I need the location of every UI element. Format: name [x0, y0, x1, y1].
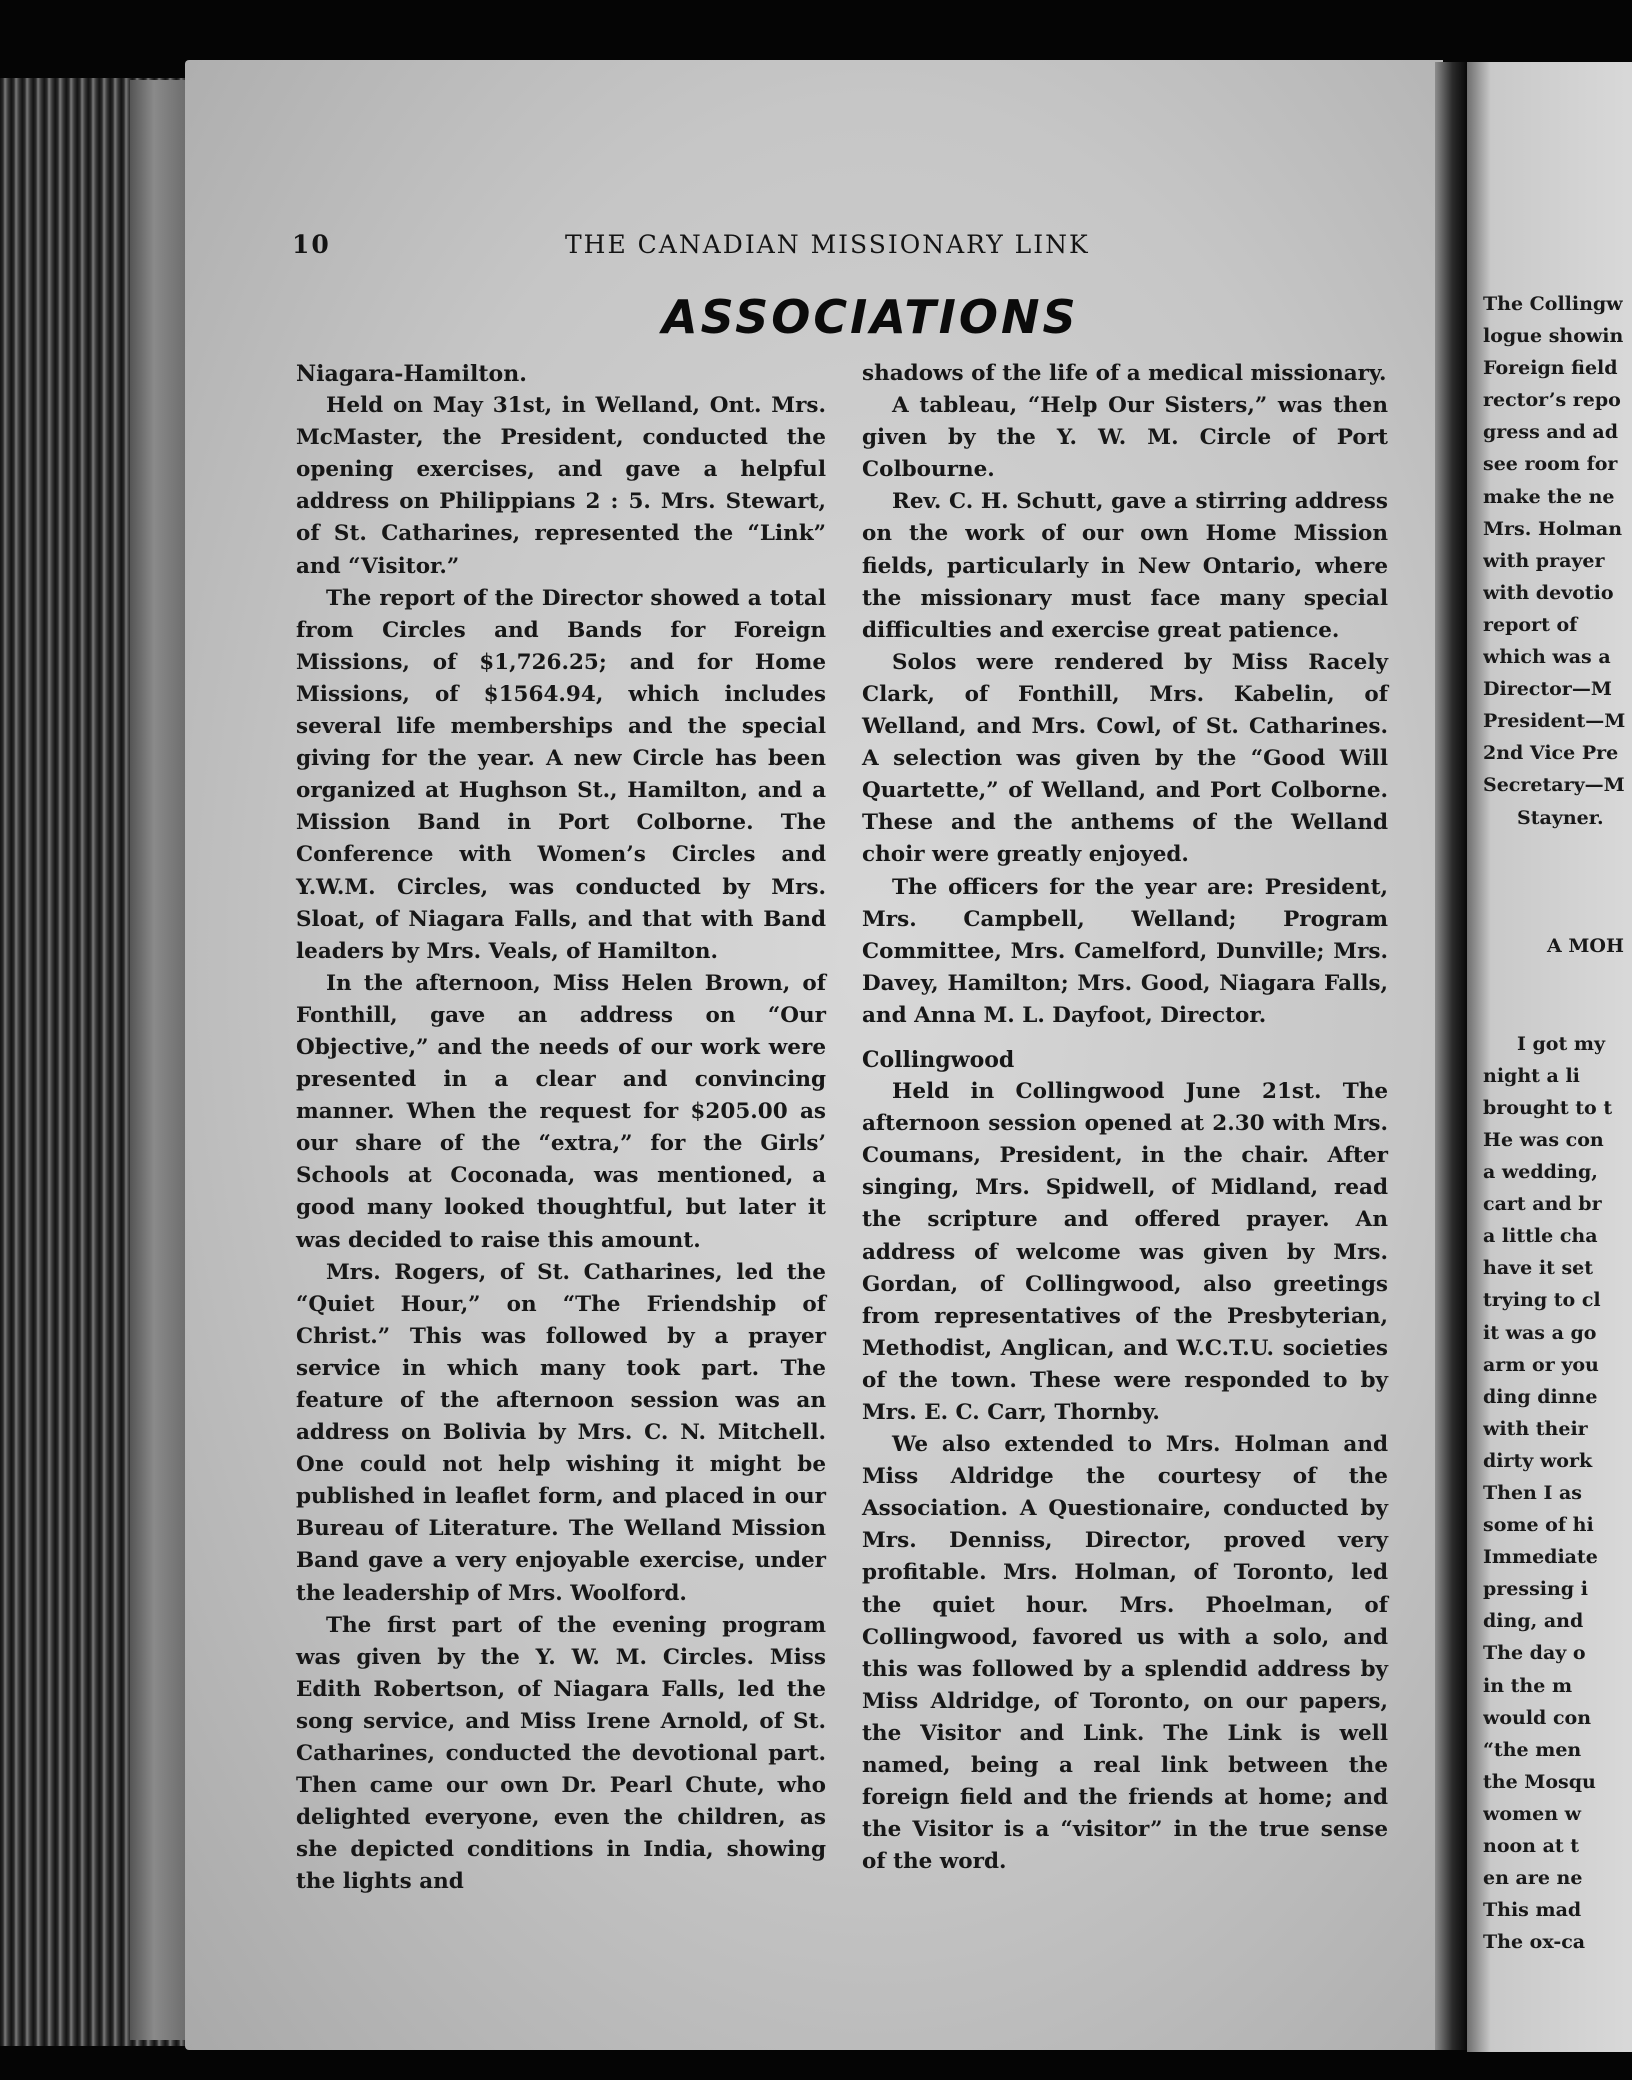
facing-line: which was a: [1483, 646, 1611, 669]
facing-line: ding, and: [1483, 1610, 1584, 1633]
facing-line: The ox-ca: [1483, 1931, 1586, 1954]
facing-line: dirty work: [1483, 1449, 1593, 1472]
facing-line: it was a go: [1483, 1321, 1597, 1344]
facing-line: Mrs. Holman: [1483, 517, 1623, 540]
facing-line: would con: [1483, 1706, 1592, 1729]
facing-line: make the ne: [1483, 485, 1615, 508]
facing-line: see room for: [1483, 453, 1618, 476]
paragraph: Solos were rendered by Miss Racely Clark, of Fonthill, Mrs. Kabelin, of Welland, and Mrs. Cowl, of St. Catharines. A selection was given by the “Good Will Quartette,” of Welland, and Port Colborne. These and the anthems of the Welland choir were greatly enjoyed.: [862, 649, 1388, 868]
paragraph-continuation: shadows of the life of a medical missionary.: [862, 361, 1387, 386]
facing-line: rector’s repo: [1483, 389, 1621, 412]
facing-line: I got my: [1517, 1032, 1605, 1055]
facing-line: noon at t: [1483, 1835, 1580, 1858]
book-gutter: [1435, 62, 1467, 2050]
facing-line: The Collingw: [1483, 293, 1623, 315]
facing-line: a little cha: [1483, 1225, 1598, 1248]
paragraph: Rev. C. H. Schutt, gave a stirring address on the work of our own Home Mission fields, particularly in New Ontario, where the missionary must face many special difficulties and exercise great patience.: [862, 489, 1388, 643]
paragraph: We also extended to Mrs. Holman and Miss Aldridge the courtesy of the Association. A Questionaire, conducted by Mrs. Denniss, Director, proved very profitable. Mrs. Holman, of Toronto, led the quiet hour. Mrs. Phoelman, of Collingwood, favored us with a solo, and this was followed by a splendid address by Miss Aldridge, of Toronto, on our papers, the Visitor and Link. The Link is well named, being a real link between the foreign field and the friends at home; and the Visitor is a “visitor” in the true sense of the word.: [862, 1432, 1388, 1875]
facing-line: women w: [1483, 1802, 1582, 1825]
facing-line: Immediate: [1483, 1546, 1598, 1569]
facing-line: 2nd Vice Pre: [1483, 742, 1619, 765]
book-page-edge-highlight: [130, 80, 190, 2040]
facing-line: some of hi: [1483, 1514, 1594, 1537]
paragraph: Held in Collingwood June 21st. The afternoon session opened at 2.30 with Mrs. Coumans, President, in the chair. After singing, Mrs. Spidwell, of Midland, read the scripture and offered prayer. An address of welcome was given by Mrs. Gordan, of Collingwood, also greetings from representatives of the Presbyterian, Methodist, Anglican, and W.C.T.U. societies of the town. These were responded to by Mrs. E. C. Carr, Thornby.: [862, 1079, 1388, 1425]
left-text-column: [296, 358, 826, 1899]
facing-page-heading: A MOH: [1547, 934, 1624, 957]
facing-line: brought to t: [1483, 1096, 1613, 1119]
paragraph: The report of the Director showed a total from Circles and Bands for Foreign Missions, of $1,726.25; and for Home Missions, of $1564.94, which includes several life memberships and the special giving for the year. A new Circle has been organized at Hughson St., Hamilton, and a Mission Band in Port Colborne. The Conference with Women’s Circles and Y.W.M. Circles, was conducted by Mrs. Sloat, of Niagara Falls, and that with Band leaders by Mrs. Veals, of Hamilton.: [296, 585, 826, 964]
facing-line: night a li: [1483, 1064, 1580, 1087]
facing-line: pressing i: [1483, 1578, 1588, 1601]
facing-line: Secretary—M: [1483, 774, 1625, 797]
journal-title: THE CANADIAN MISSIONARY LINK: [565, 230, 1090, 259]
facing-line: in the m: [1483, 1674, 1573, 1697]
facing-line: en are ne: [1483, 1867, 1583, 1890]
right-text-column: [862, 358, 1388, 1878]
facing-line: He was con: [1483, 1128, 1604, 1151]
page-number: 10: [292, 230, 331, 259]
section-title: ASSOCIATIONS: [662, 290, 1079, 344]
facing-line: trying to cl: [1483, 1289, 1601, 1312]
facing-line: arm or you: [1483, 1353, 1599, 1376]
facing-line: report of: [1483, 613, 1578, 636]
facing-line: ding dinne: [1483, 1385, 1598, 1408]
facing-line: Director—M: [1483, 678, 1612, 701]
paragraph: The officers for the year are: President, Mrs. Campbell, Welland; Program Committee, Mrs. Camelford, Dunville; Mrs. Davey, Hamilton; Mrs. Good, Niagara Falls, and Anna M. L. Dayfoot, Director.: [862, 874, 1388, 1028]
paragraph: A tableau, “Help Our Sisters,” was then given by the Y. W. M. Circle of Port Colbourne.: [862, 393, 1388, 483]
facing-line: Then I as: [1483, 1482, 1582, 1504]
paragraph: In the afternoon, Miss Helen Brown, of Fonthill, gave an address on “Our Objective,” and the needs of our work were presented in a clear and convincing manner. When the request for $205.00 as our share of the “extra,” for the Girls’ Schools at Coconada, was mentioned, a good many looked thoughtful, but later it was decided to raise this amount.: [296, 970, 826, 1253]
facing-line: Stayner.: [1517, 806, 1604, 829]
facing-line: the Mosqu: [1483, 1770, 1596, 1793]
facing-page-text: [1483, 288, 1632, 1958]
facing-line: a wedding,: [1483, 1161, 1598, 1184]
facing-line: with devotio: [1483, 581, 1614, 604]
facing-line: have it set: [1483, 1257, 1594, 1280]
facing-line: Foreign field: [1483, 357, 1618, 380]
facing-line: “the men: [1483, 1738, 1582, 1761]
paragraph: Held on May 31st, in Welland, Ont. Mrs. McMaster, the President, conducted the opening exercises, and gave a helpful address on Philippians 2 : 5. Mrs. Stewart, of St. Catharines, represented the “Link” and “Visitor.”: [296, 393, 826, 579]
facing-line: This mad: [1483, 1899, 1582, 1922]
paragraph: The first part of the evening program was given by the Y. W. M. Circles. Miss Edith Robertson, of Niagara Falls, led the song service, and Miss Irene Arnold, of St. Catharines, conducted the devotional part. Then came our own Dr. Pearl Chute, who delighted everyone, even the children, as she depicted conditions in India, showing the lights and: [296, 1612, 826, 1895]
paragraph: Mrs. Rogers, of St. Catharines, led the “Quiet Hour,” on “The Friendship of Christ.” This was followed by a prayer service in which many took part. The feature of the afternoon session was an address on Bolivia by Mrs. C. N. Mitchell. One could not help wishing it might be published in leaflet form, and placed in our Bureau of Literature. The Welland Mission Band gave a very enjoyable exercise, under the leadership of Mrs. Woolford.: [296, 1259, 826, 1606]
association-heading-collingwood: Collingwood: [862, 1046, 1015, 1073]
facing-line: The day o: [1483, 1642, 1586, 1665]
facing-line: cart and br: [1483, 1193, 1602, 1216]
facing-line: with prayer: [1483, 549, 1605, 572]
facing-line: gress and ad: [1483, 421, 1619, 444]
facing-line: logue showin: [1483, 325, 1624, 348]
facing-line: President—M: [1483, 710, 1626, 733]
association-heading-niagara-hamilton: Niagara-Hamilton.: [296, 361, 527, 387]
facing-line: with their: [1483, 1417, 1588, 1440]
